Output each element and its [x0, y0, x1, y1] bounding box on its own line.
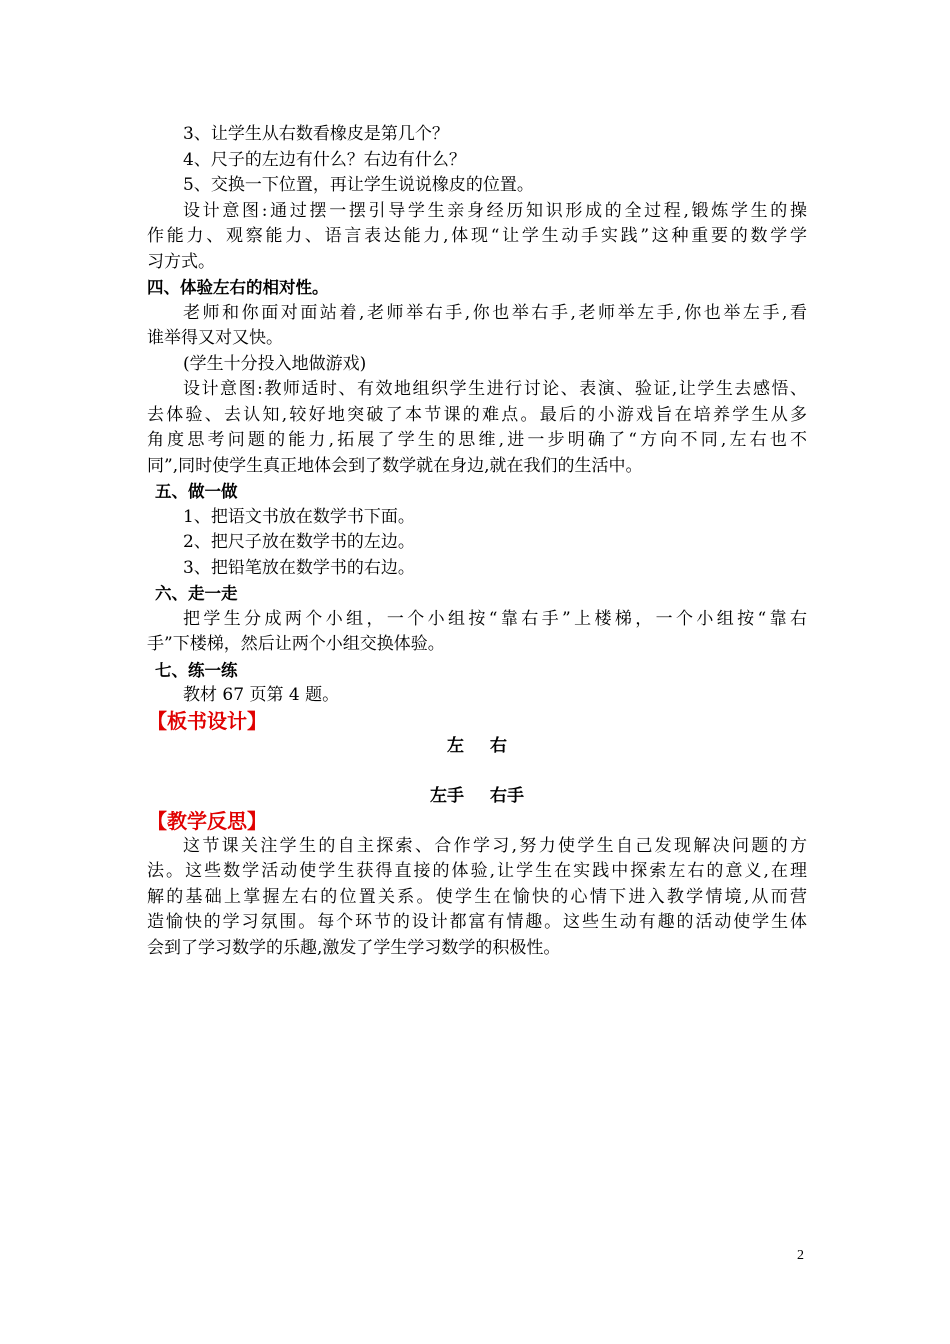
- paragraph-line: 手”下楼梯，然后让两个小组交换体验。: [147, 634, 445, 654]
- list-item: 4、尺子的左边有什么？右边有什么？: [183, 149, 466, 170]
- paragraph-line: 习方式。: [147, 251, 215, 272]
- paragraph-line: 作能力、观察能力、语言表达能力,体现“让学生动手实践”这种重要的数学学: [147, 226, 807, 246]
- page-body: [147, 122, 807, 961]
- board-row-directions: [147, 734, 807, 759]
- paragraph-line: 老师和你面对面站着,老师举右手,你也举右手,老师举左手,你也举左手,看: [183, 302, 807, 323]
- paragraph-line: 把学生分成两个小组，一个小组按“靠右手”上楼梯，一个小组按“靠右: [183, 608, 807, 629]
- list-item: 1、把语文书放在数学书下面。: [183, 506, 415, 527]
- section-heading-7: 七、练一练: [155, 660, 238, 680]
- paragraph-line: 去体验、去认知,较好地突破了本节课的难点。最后的小游戏旨在培养学生从多: [147, 404, 807, 425]
- reflection-paragraph: 这节课关注学生的自主探索、合作学习,努力使学生自己发现解决问题的方: [183, 835, 807, 856]
- reflection-heading: 【教学反思】: [147, 808, 267, 833]
- paragraph-line: 造愉快的学习氛围。每个环节的设计都富有情趣。这些生动有趣的活动使学生体: [147, 912, 807, 932]
- paragraph-line: 同”,同时使学生真正地体会到了数学就在身边,就在我们的生活中。: [147, 455, 643, 476]
- paragraph-line: 谁举得又对又快。: [147, 328, 283, 348]
- list-item: 5、交换一下位置，再让学生说说橡皮的位置。: [183, 175, 534, 195]
- paragraph-line: 解的基础上掌握左右的位置关系。使学生在愉快的心情下进入教学情境,从而营: [147, 886, 807, 907]
- paragraph-line: 法。这些数学活动使学生获得直接的体验,让学生在实践中探索左右的意义,在理: [147, 861, 807, 881]
- page-number: 2: [797, 1248, 804, 1263]
- activity-note: (学生十分投入地做游戏): [183, 353, 367, 374]
- section-heading-6: 六、走一走: [155, 584, 238, 603]
- board-row-hands: [147, 784, 807, 809]
- board-left: 左: [447, 735, 464, 756]
- section-heading-5: 五、做一做: [155, 482, 238, 501]
- list-item: 3、把铅笔放在数学书的右边。: [183, 557, 415, 578]
- board-left-hand: 左手: [430, 785, 464, 806]
- paragraph-line: 会到了学习数学的乐趣,激发了学生学习数学的积极性。: [147, 937, 561, 958]
- board-right: 右: [490, 735, 507, 756]
- design-intent-paragraph: 设计意图:教师适时、有效地组织学生进行讨论、表演、验证,让学生去感悟、: [183, 379, 807, 399]
- section-heading-4: 四、体验左右的相对性。: [147, 278, 329, 297]
- paragraph-line: 教材 67 页第 4 题。: [183, 685, 340, 705]
- list-item: 3、让学生从右数看橡皮是第几个？: [183, 124, 449, 144]
- design-intent-paragraph: 设计意图:通过摆一摆引导学生亲身经历知识形成的全过程,锻炼学生的操: [183, 200, 807, 221]
- list-item: 2、把尺子放在数学书的左边。: [183, 532, 415, 552]
- paragraph-line: 角度思考问题的能力,拓展了学生的思维,进一步明确了“方向不同,左右也不: [147, 430, 807, 450]
- board-right-hand: 右手: [490, 785, 524, 806]
- board-design-heading: 【板书设计】: [147, 708, 267, 733]
